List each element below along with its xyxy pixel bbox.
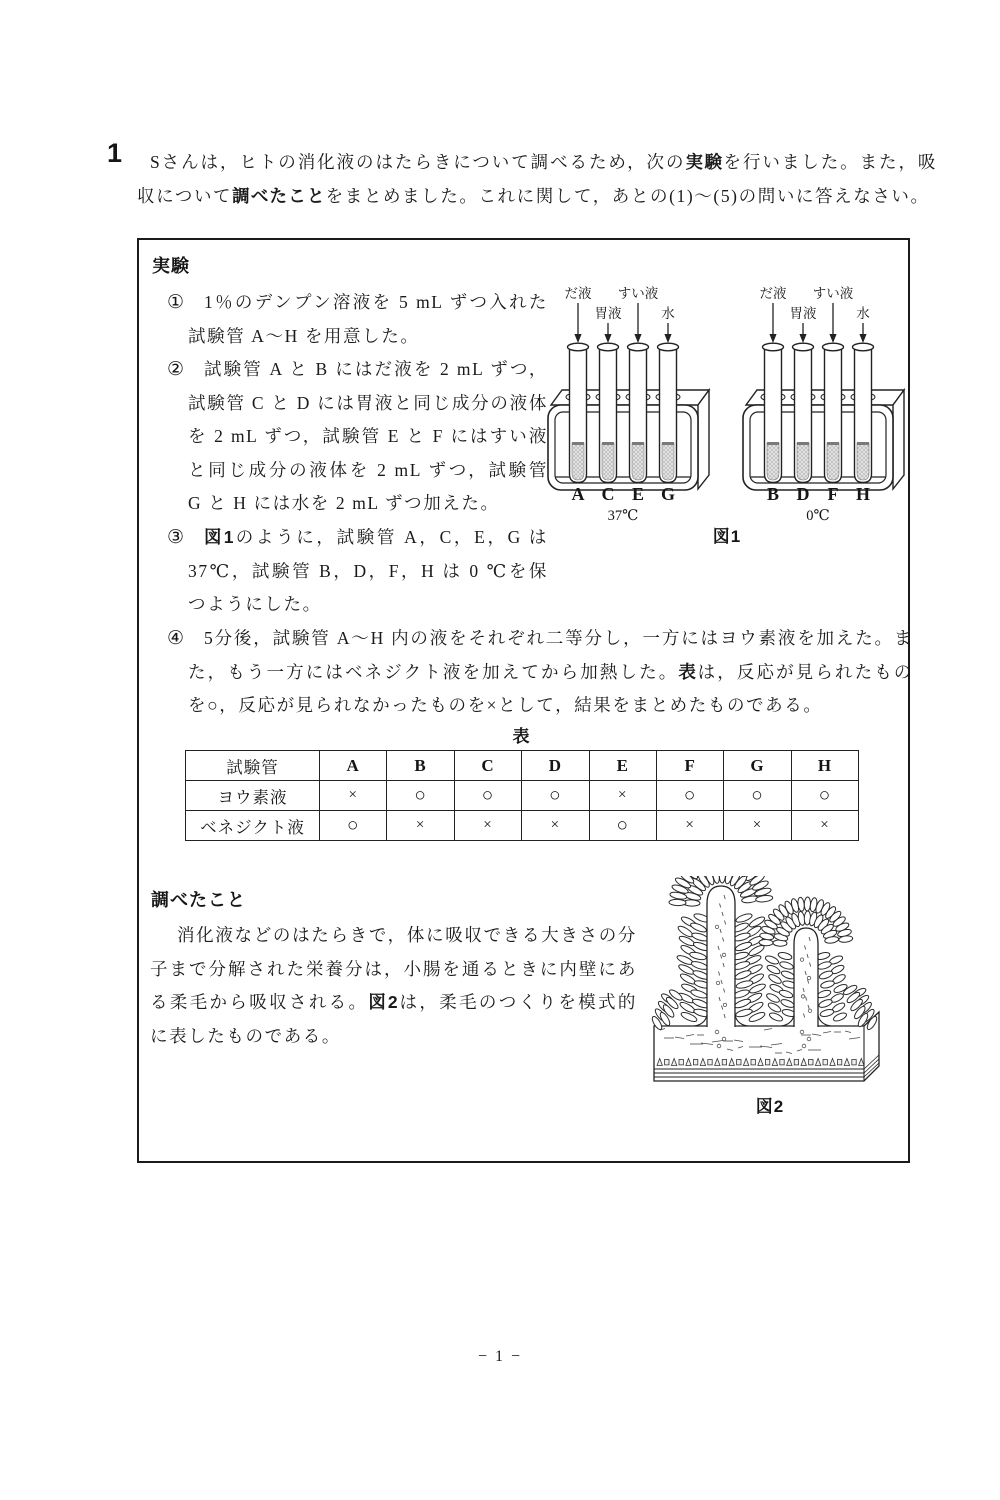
- villus: [759, 897, 853, 1027]
- tube-label: だ液: [759, 286, 787, 301]
- rack-temperature: 37℃: [607, 508, 639, 524]
- text-segment: は，反応が見られたものを○，反応が見られなかったものを×として，結果をまとめたものである。: [188, 661, 913, 715]
- tube-label: すい液: [617, 286, 659, 301]
- column-header: C: [454, 751, 521, 781]
- column-header: F: [656, 751, 723, 781]
- step-text: [188, 521, 548, 622]
- tube-letter: B: [766, 484, 780, 504]
- text-segment: Sさんは，ヒトの消化液のはたらきについて調べるため，次の: [150, 152, 686, 172]
- step-text: [188, 353, 548, 521]
- step-number: ③: [167, 527, 185, 548]
- tube-letter: C: [601, 484, 615, 504]
- tube-letter: A: [571, 484, 585, 504]
- column-header: B: [387, 751, 454, 781]
- result-cell: ×: [320, 781, 387, 811]
- result-cell: ○: [454, 781, 521, 811]
- step-number: ①: [167, 292, 185, 313]
- bold-term: 図1: [204, 527, 235, 547]
- result-cell: ×: [724, 811, 791, 841]
- tube-label: 水: [856, 306, 870, 321]
- tube-label: 水: [661, 306, 675, 321]
- tube-letter: H: [855, 484, 871, 504]
- result-cell: ×: [656, 811, 723, 841]
- tube-label: 胃液: [789, 306, 817, 321]
- text-segment: 消化液などのはたらきで，体に吸収できる大きさの分子まで分解された栄養分は，小腸を通るときに内壁にある柔毛から吸収される。: [150, 925, 637, 1012]
- tube-letter: D: [796, 484, 810, 504]
- bold-term: 表: [678, 661, 698, 682]
- text-segment: をまとめました。これに関して，あとの(1)〜(5)の問いに答えなさい。: [325, 185, 930, 206]
- figure1: [545, 283, 907, 549]
- tube-letter: F: [827, 484, 839, 504]
- text-segment: 5分後，試験管 A〜H 内の液をそれぞれ二等分し，一方にはヨウ素液を加えた。また，もう一方にはベネジクト液を加えてから加熱した。: [188, 628, 913, 682]
- findings-heading: 調べたこと: [151, 890, 246, 910]
- text-segment: は，柔毛のつくりを模式的に表したものである。: [150, 992, 637, 1046]
- column-header: A: [320, 751, 387, 781]
- tube-letter: E: [631, 484, 645, 504]
- figure2-caption: 図2: [755, 1097, 785, 1116]
- table-header-row: [186, 751, 859, 781]
- tube-letter: G: [660, 484, 676, 504]
- text-segment: のように，試験管 A，C，E，G は37℃，試験管 B，D，F，H は 0 ℃を保つようにした。: [188, 527, 548, 614]
- result-cell: ×: [791, 811, 858, 841]
- step-number: ②: [167, 359, 185, 380]
- column-header: D: [522, 751, 589, 781]
- result-cell: ×: [589, 781, 656, 811]
- figure1-caption: 図1: [712, 527, 742, 546]
- step-number: ④: [167, 628, 185, 649]
- step-text: [188, 286, 548, 353]
- villus: [669, 876, 773, 1027]
- column-header: H: [791, 751, 858, 781]
- result-cell: ○: [589, 811, 656, 841]
- bold-term: 実験: [685, 152, 724, 172]
- table-row: [186, 811, 859, 841]
- tube-label: だ液: [564, 286, 592, 301]
- row-label: ヨウ素液: [186, 781, 320, 811]
- result-cell: ○: [656, 781, 723, 811]
- rack-temperature: 0℃: [806, 508, 830, 524]
- bold-term: 図2: [368, 992, 399, 1012]
- text-segment: を行いました。また，吸収について: [137, 152, 937, 206]
- tube-label: すい液: [812, 286, 854, 301]
- figure1-labels: [545, 283, 907, 549]
- column-header: G: [724, 751, 791, 781]
- table-caption: 表: [512, 727, 531, 746]
- result-cell: ○: [522, 781, 589, 811]
- result-cell: ×: [454, 811, 521, 841]
- results-table: [185, 750, 859, 841]
- text-segment: 試験管 A と B にはだ液を 2 mL ずつ，試験管 C と D には胃液と同じ成分の液体を 2 mL ずつ，試験管 E と F にはすい液と同じ成分の液体を 2 mL ずつ，試験管 G と H には水を 2 mL ずつ加えた。: [188, 359, 548, 513]
- problem-number: 1: [107, 138, 123, 168]
- result-cell: ○: [791, 781, 858, 811]
- result-cell: ○: [724, 781, 791, 811]
- row-label: ベネジクト液: [186, 811, 320, 841]
- result-cell: ×: [387, 811, 454, 841]
- bold-term: 調べたこと: [232, 185, 326, 206]
- corner-header: 試験管: [186, 751, 320, 781]
- result-cell: ○: [387, 781, 454, 811]
- step-text: [188, 622, 913, 723]
- experiment-heading: 実験: [152, 256, 190, 276]
- findings-paragraph: [150, 919, 637, 1053]
- figure2-drawing: [646, 876, 891, 1088]
- tube-label: 胃液: [594, 306, 622, 321]
- result-cell: ○: [320, 811, 387, 841]
- column-header: E: [589, 751, 656, 781]
- result-cell: ×: [522, 811, 589, 841]
- text-segment: 1％のデンプン溶液を 5 mL ずつ入れた試験管 A〜H を用意した。: [188, 292, 548, 346]
- table-row: [186, 781, 859, 811]
- figure2: [646, 876, 896, 1121]
- page-footer: − 1 −: [477, 1348, 523, 1365]
- intro-paragraph: [137, 146, 937, 213]
